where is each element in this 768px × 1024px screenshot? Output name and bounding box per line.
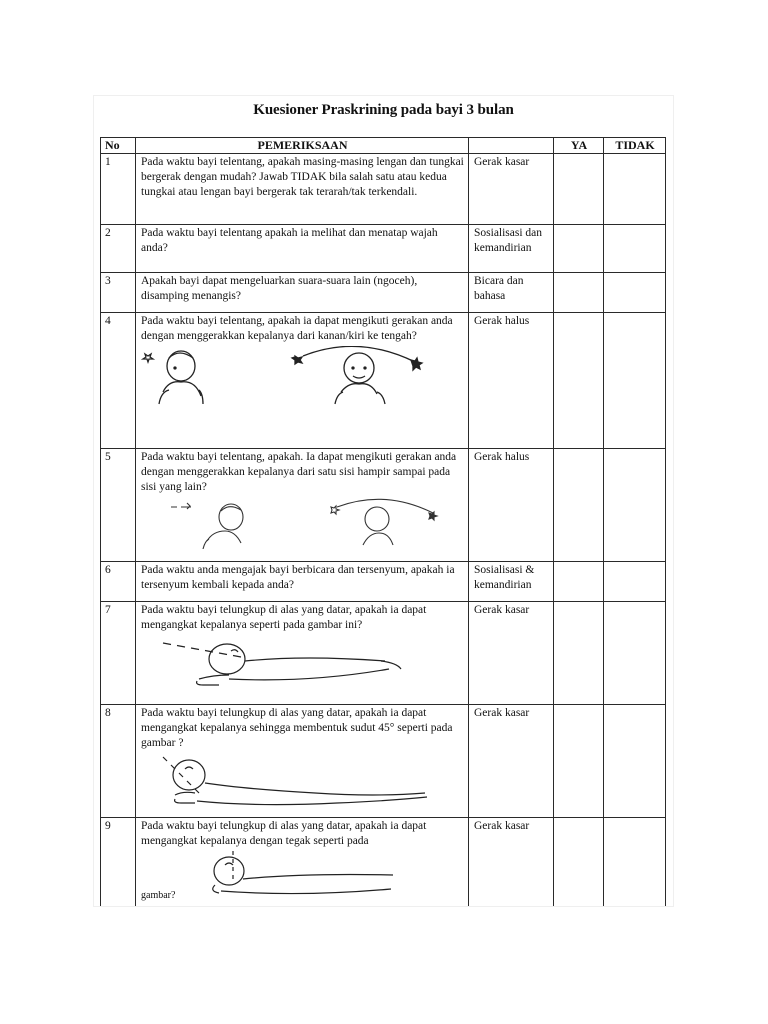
question-cell xyxy=(136,273,469,313)
table-row xyxy=(101,449,666,562)
row-number: 4 xyxy=(101,313,136,449)
answer-ya-cell[interactable] xyxy=(554,225,604,273)
document-title: Kuesioner Praskrining pada bayi 3 bulan xyxy=(253,102,514,118)
header-aspect xyxy=(469,138,554,154)
answer-tidak-cell[interactable] xyxy=(604,602,666,705)
aspect-cell: Bicara dan bahasa xyxy=(469,273,554,313)
header-pemeriksaan: PEMERIKSAAN xyxy=(136,138,469,154)
header-no: No xyxy=(101,138,136,154)
table-row xyxy=(101,705,666,818)
aspect-cell: Gerak halus xyxy=(469,313,554,449)
table-row xyxy=(101,313,666,449)
answer-ya-cell[interactable] xyxy=(554,313,604,449)
question-cell xyxy=(136,313,469,449)
aspect-cell: Sosialisasi & kemandirian xyxy=(469,562,554,602)
question-cell xyxy=(136,449,469,562)
answer-tidak-cell[interactable] xyxy=(604,562,666,602)
question-text: Pada waktu bayi telentang apakah ia melihat dan menatap wajah anda? xyxy=(141,227,438,254)
prone-lift-figure xyxy=(141,635,464,693)
question-cell xyxy=(136,562,469,602)
aspect-cell: Gerak kasar xyxy=(469,705,554,818)
answer-ya-cell[interactable] xyxy=(554,273,604,313)
answer-tidak-cell[interactable] xyxy=(604,225,666,273)
aspect-cell: Gerak kasar xyxy=(469,154,554,225)
head-turn-center-figure xyxy=(141,346,464,406)
table-row xyxy=(101,562,666,602)
row-number: 1 xyxy=(101,154,136,225)
answer-tidak-cell[interactable] xyxy=(604,154,666,225)
table-row xyxy=(101,818,666,908)
answer-tidak-cell[interactable] xyxy=(604,818,666,908)
aspect-cell: Gerak halus xyxy=(469,449,554,562)
row-number: 2 xyxy=(101,225,136,273)
question-text: Pada waktu anda mengajak bayi berbicara dan tersenyum, apakah ia tersenyum kembali kepada anda? xyxy=(141,564,455,591)
baby-prone-lift-illustration xyxy=(141,635,461,693)
question-text: Pada waktu bayi telungkup di alas yang datar, apakah ia dapat mengangkat kepalanya seperti pada gambar ini? xyxy=(141,604,427,631)
row-number: 6 xyxy=(101,562,136,602)
prone-45-figure xyxy=(141,753,464,813)
questionnaire-table xyxy=(100,137,666,907)
answer-ya-cell[interactable] xyxy=(554,154,604,225)
table-row xyxy=(101,154,666,225)
answer-ya-cell[interactable] xyxy=(554,562,604,602)
aspect-cell: Gerak kasar xyxy=(469,602,554,705)
header-tidak: TIDAK xyxy=(604,138,666,154)
question-cell xyxy=(136,602,469,705)
question-cell xyxy=(136,154,469,225)
row-number: 3 xyxy=(101,273,136,313)
header-ya: YA xyxy=(554,138,604,154)
questionnaire-page xyxy=(93,95,674,907)
answer-tidak-cell[interactable] xyxy=(604,449,666,562)
answer-ya-cell[interactable] xyxy=(554,449,604,562)
table-row xyxy=(101,225,666,273)
question-text: Pada waktu bayi telungkup di alas yang datar, apakah ia dapat mengangkat kepalanya sehingga membentuk sudut 45° seperti pada gambar ? xyxy=(141,707,453,749)
head-turn-side-figure xyxy=(141,497,464,549)
question-cell xyxy=(136,225,469,273)
question-cell xyxy=(136,705,469,818)
answer-ya-cell[interactable] xyxy=(554,818,604,908)
answer-tidak-cell[interactable] xyxy=(604,273,666,313)
question-cell xyxy=(136,818,469,908)
row-number: 9 xyxy=(101,818,136,908)
row-number: 5 xyxy=(101,449,136,562)
aspect-cell: Sosialisasi dan kemandirian xyxy=(469,225,554,273)
question-text-tail: gambar? xyxy=(141,890,176,901)
baby-head-turn-center-illustration xyxy=(141,346,461,406)
answer-tidak-cell[interactable] xyxy=(604,313,666,449)
question-text: Pada waktu bayi telentang, apakah ia dapat mengikuti gerakan anda dengan menggerakkan kepalanya dari kanan/kiri ke tengah? xyxy=(141,315,453,342)
baby-prone-45-degree-illustration xyxy=(141,753,461,813)
aspect-cell: Gerak kasar xyxy=(469,818,554,908)
question-text: Pada waktu bayi telentang, apakah masing-masing lengan dan tungkai bergerak dengan mudah? Jawab TIDAK bila salah satu atau kedua tungkai atau lengan bayi bergerak tak terarah/tak terkendali. xyxy=(141,156,464,198)
baby-head-turn-side-illustration xyxy=(141,497,461,549)
question-text: Apakah bayi dapat mengeluarkan suara-suara lain (ngoceh), disamping menangis? xyxy=(141,275,418,302)
table-row xyxy=(101,273,666,313)
question-text: Pada waktu bayi telentang, apakah. Ia dapat mengikuti gerakan anda dengan menggerakkan kepalanya dari satu sisi hampir sampai pada sisi yang lain? xyxy=(141,451,457,493)
answer-tidak-cell[interactable] xyxy=(604,705,666,818)
row-number: 7 xyxy=(101,602,136,705)
row-number: 8 xyxy=(101,705,136,818)
answer-ya-cell[interactable] xyxy=(554,705,604,818)
table-header-row xyxy=(101,138,666,154)
table-row xyxy=(101,602,666,705)
answer-ya-cell[interactable] xyxy=(554,602,604,705)
question-text: Pada waktu bayi telungkup di alas yang datar, apakah ia dapat mengangkat kepalanya dengan tegak seperti pada xyxy=(141,820,427,847)
